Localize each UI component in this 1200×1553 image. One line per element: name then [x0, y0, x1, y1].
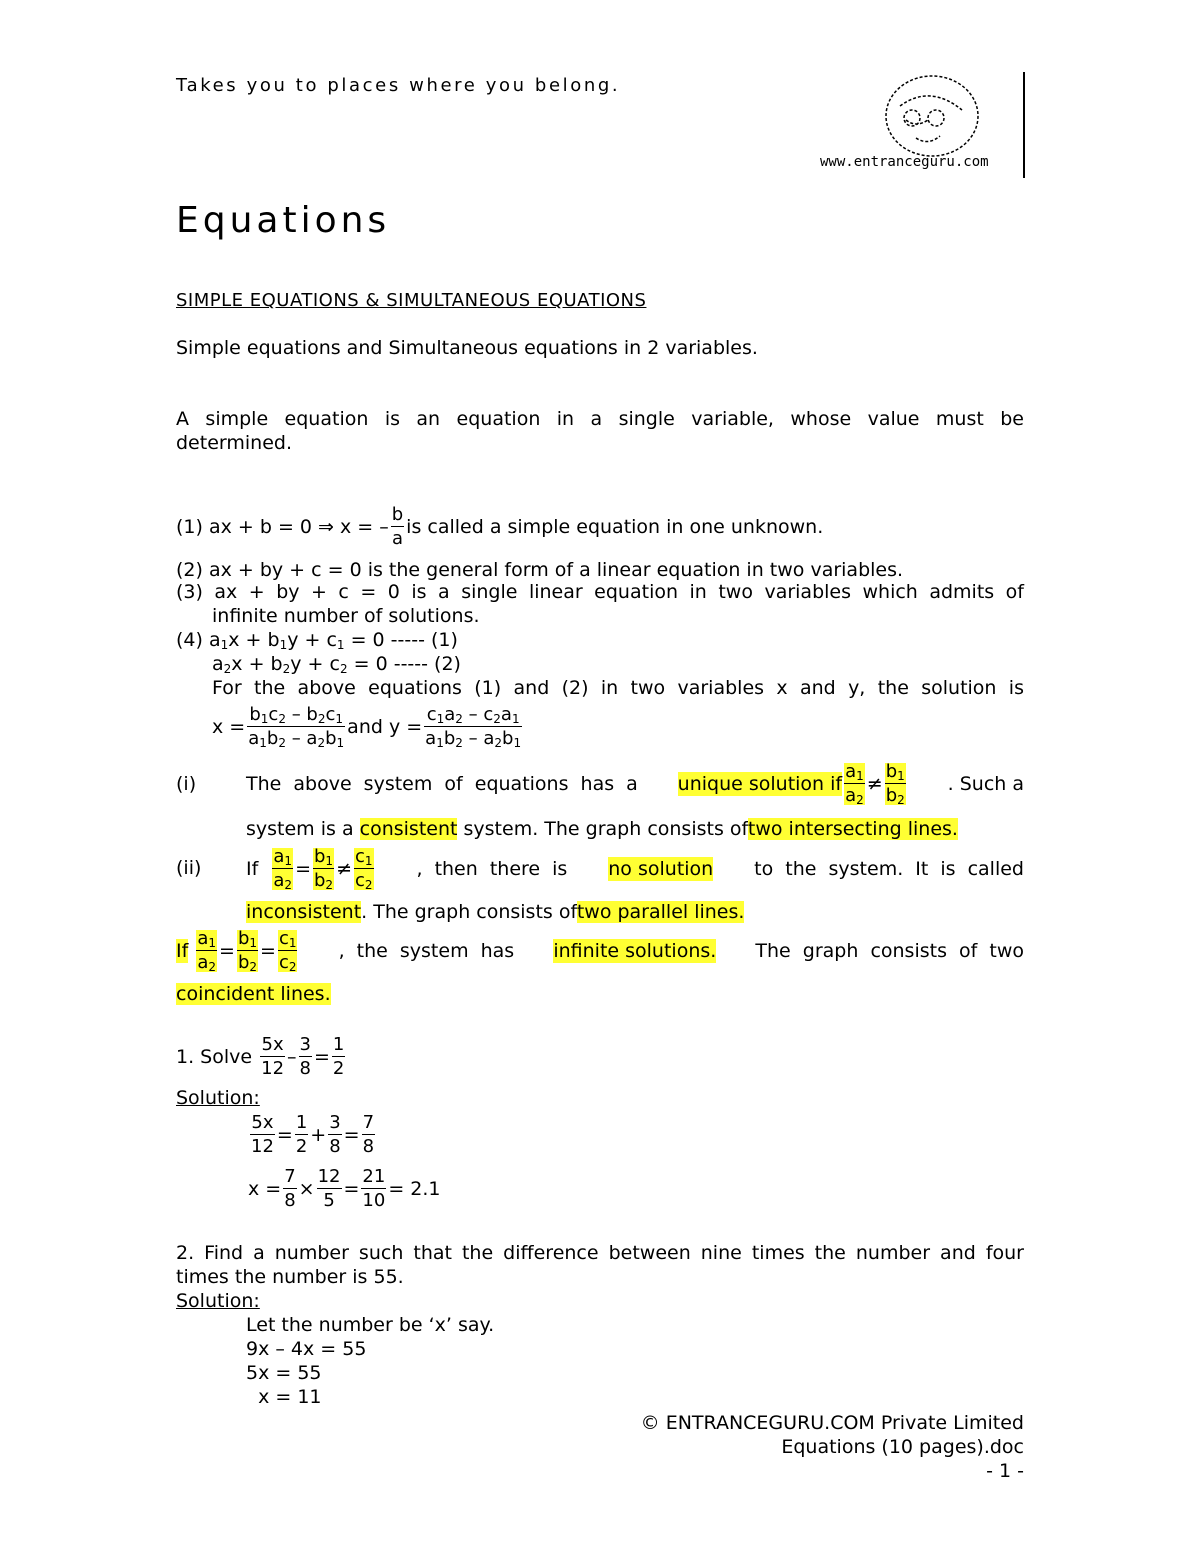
example-1-prompt: 1. Solve $\frac{5x}{12}$ – $\frac{3}{8}$ = $\frac{1}{2}$	[176, 1034, 345, 1079]
item-1-rhs: is called a simple equation in one unknown.	[406, 516, 824, 538]
fraction-b1-b2: $\frac{b_1}{b_2}$	[237, 928, 258, 974]
case-1-label: (i)	[176, 773, 197, 795]
example-2-prompt-line-1: 2. Find a number such that the difference between nine times the number and four	[176, 1242, 1024, 1264]
eq1-part: y + c	[287, 629, 337, 651]
fraction-a1-a2: $\frac{a_1}{a_2}$	[845, 761, 864, 807]
eq2-part: x + b	[231, 653, 283, 675]
item-3-line-1: (3) ax + by + c = 0 is a single linear equation in two variables which admits of	[176, 581, 1024, 603]
case-2-line-1: If $\frac{a_1}{a_2}$ = $\frac{b_1}{b_2}$ ≠ $\frac{c_1}{c_2}$ , then there is no solution to the system. It is called	[246, 846, 1024, 892]
case-1-line-1: The above system of equations has a unique solution if $\frac{a_1}{a_2}$ ≠ $\frac{b_1}{b_2}$ . Such a	[246, 761, 1024, 807]
fraction: $\frac{5x}{12}$	[261, 1034, 285, 1079]
if-text: If	[176, 940, 189, 962]
item-1	[176, 502, 823, 552]
case-2-text: , then there is	[416, 858, 568, 880]
item-4-eq-1: (4) $a_1x + b_1y + c_1 = 0$ ----- (1)	[176, 629, 458, 652]
case-1-text-2: system is a	[246, 818, 354, 840]
eq1-part: x + b	[228, 629, 280, 651]
example-1-label: 1. Solve	[176, 1046, 253, 1068]
fraction: $\frac{7}{8}$	[362, 1112, 375, 1157]
case-1-tail: . Such a	[947, 773, 1024, 795]
fraction-b1-b2: $\frac{b_1}{b_2}$	[313, 846, 334, 892]
eq2-part: y + c	[290, 653, 340, 675]
fraction-a1-a2: $\frac{a_1}{a_2}$	[273, 846, 293, 892]
fraction: $\frac{1}{2}$	[295, 1112, 308, 1157]
and-y-equals: and y =	[347, 716, 423, 738]
fraction: $\frac{3}{8}$	[299, 1034, 311, 1079]
example-1-solution-label: Solution:	[176, 1087, 260, 1109]
case-2-text-2: . The graph consists of	[361, 901, 577, 923]
example-1-result: = 2.1	[388, 1178, 441, 1200]
example-2-step: 9x – 4x = 55	[246, 1338, 367, 1360]
case-2-tail: to the system. It is called	[754, 858, 1024, 880]
header-tagline: Takes you to places where you belong.	[176, 75, 621, 96]
fraction-x-solution: $\frac{b_1c_2 - b_2c_1}{a_1b_2 - a_2b_1}$	[248, 704, 345, 750]
fraction: $\frac{3}{8}$	[329, 1112, 341, 1157]
logo-url: www.entranceguru.com	[820, 154, 989, 170]
fraction: $\frac{7}{8}$	[284, 1166, 296, 1211]
example-2-step: x = 11	[246, 1386, 322, 1408]
example-2-step: Let the number be ‘x’ say.	[246, 1314, 495, 1336]
example-2-solution-label: Solution:	[176, 1290, 260, 1312]
no-solution-highlight: no solution	[608, 858, 714, 880]
frac-num: b	[391, 504, 404, 525]
case-3-line-2	[176, 982, 331, 1006]
fraction-c1-c2: $\frac{c_1}{c_2}$	[354, 846, 373, 892]
inconsistent-highlight: inconsistent	[246, 901, 362, 923]
fraction-b-over-a	[391, 506, 404, 548]
definition-line-1: A simple equation is an equation in a single variable, whose value must be	[176, 408, 1024, 430]
intersecting-lines-highlight: two intersecting lines.	[747, 818, 958, 840]
case-2-line-2	[246, 900, 744, 924]
eq2-end: = 0 ----- (2)	[347, 653, 461, 675]
case-1-text: The above system of equations has a	[246, 773, 638, 795]
intro-text: Simple equations and Simultaneous equations in 2 variables.	[176, 337, 758, 359]
fraction-b1-b2: $\frac{b_1}{b_2}$	[885, 761, 905, 807]
coincident-lines-highlight: coincident lines.	[176, 983, 331, 1005]
case-3-text: , the system has	[338, 940, 515, 962]
fraction: $\frac{12}{5}$	[317, 1166, 341, 1211]
case-1-line-2	[246, 817, 958, 841]
example-2-step: 5x = 55	[246, 1362, 322, 1384]
eq1-end: = 0 ----- (1)	[344, 629, 458, 651]
item-4-eq-2: $a_2x + b_2y + c_2 = 0$ ----- (2)	[212, 653, 461, 676]
section-heading: SIMPLE EQUATIONS & SIMULTANEOUS EQUATIONS	[176, 290, 647, 311]
fraction: $\frac{21}{10}$	[362, 1166, 386, 1211]
fraction-c1-c2: $\frac{c_1}{c_2}$	[278, 928, 297, 974]
example-1-step-1: $\frac{5x}{12}$ = $\frac{1}{2}$ + $\frac{3}{8}$ = $\frac{7}{8}$	[251, 1112, 375, 1157]
fraction-y-solution: $\frac{c_1a_2 - c_2a_1}{a_1b_2 - a_2b_1}$	[425, 704, 522, 750]
footer-filename: Equations (10 pages).doc	[781, 1436, 1024, 1458]
item-1-lhs: (1) ax + b = 0 ⇒ x = –	[176, 516, 389, 538]
logo	[820, 66, 1030, 182]
example-2-prompt-line-2: times the number is 55.	[176, 1266, 404, 1288]
fraction-a1-a2: $\frac{a_1}{a_2}$	[197, 928, 217, 974]
item-4-text: For the above equations (1) and (2) in two variables x and y, the solution is	[212, 677, 1024, 699]
footer-page-number: - 1 -	[986, 1460, 1024, 1482]
x-equals: x =	[212, 716, 246, 738]
fraction: $\frac{1}{2}$	[332, 1034, 345, 1079]
case-1-text-3: system. The graph consists of	[463, 818, 748, 840]
case-3-line-1: If $\frac{a_1}{a_2}$ = $\frac{b_1}{b_2}$ = $\frac{c_1}{c_2}$ , the system has infinite solutions. The graph consists of two	[176, 928, 1024, 974]
case-2-label: (ii)	[176, 857, 202, 879]
frac-den: a	[391, 528, 403, 549]
item-3-line-2: infinite number of solutions.	[212, 605, 480, 627]
consistent-highlight: consistent	[359, 818, 458, 840]
item-2: (2) ax + by + c = 0 is the general form of a linear equation in two variables.	[176, 559, 904, 581]
footer-company: © ENTRANCEGURU.COM Private Limited	[640, 1412, 1024, 1434]
if-text: If	[246, 858, 259, 880]
infinite-solutions-highlight: infinite solutions.	[553, 940, 717, 962]
page-title: Equations	[176, 200, 391, 241]
parallel-lines-highlight: two parallel lines.	[576, 901, 745, 923]
item-4-label: (4)	[176, 629, 203, 651]
case-3-tail: The graph consists of two	[755, 940, 1024, 962]
unique-solution-highlight: unique solution if	[677, 773, 843, 795]
example-1-step-2: x = $\frac{7}{8}$ × $\frac{12}{5}$ = $\frac{21}{10}$ = 2.1	[248, 1166, 441, 1211]
definition-line-2: determined.	[176, 432, 292, 454]
fraction: $\frac{5x}{12}$	[251, 1112, 274, 1157]
item-4-solution	[212, 700, 524, 754]
